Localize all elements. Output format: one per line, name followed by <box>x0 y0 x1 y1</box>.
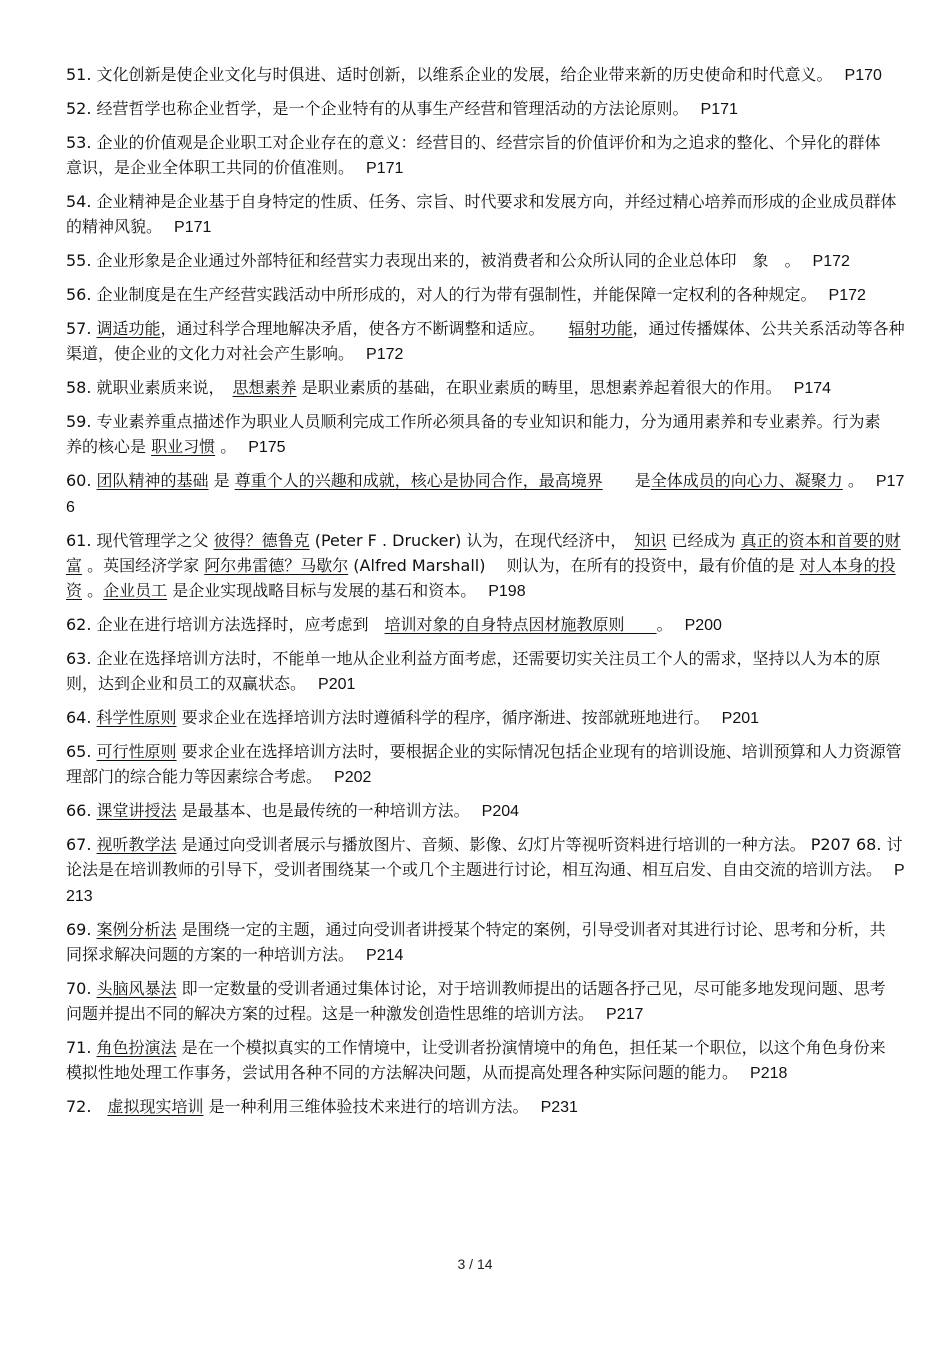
underlined-term: 角色扮演法 <box>96 1038 177 1057</box>
text-segment: 。 <box>656 615 673 634</box>
text-segment: 要求企业在选择培训方法时，要根据企业的实际情况包括企业现有的培训设施、培训预算和人力资源管理部门的综合能力等因素综合考虑。 <box>66 742 902 786</box>
underlined-term: 企业员工 <box>103 581 168 600</box>
underlined-term: 彼得？德鲁克 <box>213 531 310 550</box>
text-segment: 59. 专业素养重点描述作为职业人员顺利完成工作所必须具备的专业知识和能力，分为通用素养和专业素养。行为素 养的核心是 <box>66 412 897 456</box>
text-segment: 72. <box>66 1097 108 1116</box>
underlined-term: 科学性原则 <box>96 708 177 727</box>
text-segment: 是企业实现战略目标与发展的基石和资本。 <box>167 581 477 600</box>
list-item <box>66 739 906 790</box>
page-reference: P172 <box>812 253 850 270</box>
text-segment: 是 <box>602 471 651 490</box>
underlined-term: 调适功能 <box>96 319 161 338</box>
text-segment: 63. 企业在选择培训方法时，不能单一地从企业利益方面考虑，还需要切实关注员工个人的需求，坚持以人为本的原 则，达到企业和员工的双赢状态。 <box>66 649 897 693</box>
text-segment: 61. 现代管理学之父 <box>66 531 214 550</box>
page-reference: P218 <box>750 1065 788 1082</box>
list-item <box>66 646 906 697</box>
list-item <box>66 832 906 909</box>
text-segment: ，通过科学合理地解决矛盾，使各方不断调整和适应。 <box>160 319 569 338</box>
underlined-term: 职业习惯 <box>151 437 216 456</box>
text-segment: 是围绕一定的主题，通过向受训者讲授某个特定的案例，引导受训者对其进行讨论、思考和分析，共 同探求解决问题的方案的一种培训方法。 <box>66 920 902 964</box>
page-reference: P171 <box>174 219 212 236</box>
text-segment: 53. 企业的价值观是企业职工对企业存在的意义：经营目的、经营宗旨的价值评价和为之追求的整化、个异化的群体 意识，是企业全体职工共同的价值准则。 <box>66 133 897 177</box>
list-item <box>66 917 906 968</box>
text-segment: 。英国经济学家 <box>82 556 205 575</box>
page-reference: P175 <box>248 439 286 456</box>
text-segment: 55. 企业形象是企业通过外部特征和经营实力表现出来的，被消费者和公众所认同的企业总体印 象 。 <box>66 251 801 270</box>
underlined-term: 案例分析法 <box>96 920 177 939</box>
underlined-term: 课堂讲授法 <box>96 801 177 820</box>
text-segment: 是 <box>208 471 235 490</box>
page-reference: P202 <box>334 769 372 786</box>
underlined-term: 视听教学法 <box>96 835 177 854</box>
underlined-term: 全体成员的向心力、凝聚力 <box>650 471 843 490</box>
underlined-term: 可行性原则 <box>96 742 177 761</box>
text-segment: 。 <box>215 437 237 456</box>
list-item <box>66 468 906 520</box>
text-segment: 57. <box>66 319 97 338</box>
text-segment: 即一定数量的受训者通过集体讨论，对于培训教师提出的话题各抒己见，尽可能多地发现问题、思考 问题并提出不同的解决方案的过程。这是一种激发创造性思维的培训方法。 <box>66 979 902 1023</box>
list-item <box>66 96 906 122</box>
underlined-term: 辐射功能 <box>568 319 633 338</box>
text-segment: 66. <box>66 801 97 820</box>
text-segment: 56. 企业制度是在生产经营实践活动中所形成的，对人的行为带有强制性，并能保障一定权利的各种规定。 <box>66 285 817 304</box>
page-reference: P198 <box>488 583 526 600</box>
text-segment: 58. 就职业素质来说， <box>66 378 233 397</box>
text-segment: 。 <box>842 471 864 490</box>
page-reference: P231 <box>540 1099 578 1116</box>
page-reference: P213 <box>66 862 905 905</box>
underlined-term: 对人本身的投资 <box>66 556 896 600</box>
page-reference: P176 <box>66 473 905 516</box>
text-segment: 是职业素质的基础，在职业素质的畴里，思想素养起着很大的作用。 <box>296 378 782 397</box>
text-segment: 67. <box>66 835 97 854</box>
list-item <box>66 976 906 1027</box>
text-segment: (Peter F . Drucker) 认为，在现代经济中， <box>309 531 635 550</box>
text-segment: 要求企业在选择培训方法时遵循科学的程序，循序渐进、按部就班地进行。 <box>176 708 710 727</box>
underlined-term: 团队精神的基础 <box>96 471 209 490</box>
underlined-term: 培训对象的自身特点因材施教原则 <box>384 615 657 634</box>
page-reference: P174 <box>793 380 832 397</box>
text-segment: 是一种利用三维体验技术来进行的培训方法。 <box>203 1097 529 1116</box>
list-item <box>66 282 906 308</box>
underlined-term: 尊重个人的兴趣和成就，核心是协同合作，最高境界 <box>234 471 603 490</box>
list-item <box>66 705 906 731</box>
page-reference: P172 <box>366 346 404 363</box>
underlined-term: 阿尔弗雷德？马歇尔 <box>204 556 349 575</box>
text-segment: 71. <box>66 1038 97 1057</box>
underlined-term: 头脑风暴法 <box>96 979 177 998</box>
text-segment: 是最基本、也是最传统的一种培训方法。 <box>176 801 470 820</box>
text-segment: 65. <box>66 742 97 761</box>
page-reference: P217 <box>606 1006 644 1023</box>
list-item <box>66 375 906 401</box>
text-segment: 。 <box>82 581 104 600</box>
list-item <box>66 248 906 274</box>
page-reference: P200 <box>684 617 722 634</box>
page-reference: P171 <box>366 160 404 177</box>
text-segment: 62. 企业在进行培训方法选择时，应考虑到 <box>66 615 385 634</box>
page-reference: P170 <box>844 67 882 84</box>
text-segment: 69. <box>66 920 97 939</box>
page-reference: P201 <box>721 710 760 727</box>
list-item <box>66 798 906 824</box>
text-segment: 54. 企业精神是企业基于自身特定的性质、任务、宗旨、时代要求和发展方向，并经过精心培养而形成的企业成员群体 的精神风貌。 <box>66 192 913 236</box>
list-item <box>66 130 906 181</box>
text-segment: 已经成为 <box>666 531 741 550</box>
underlined-term: 真正的资本和首要的财富 <box>66 531 901 575</box>
list-item <box>66 1094 906 1120</box>
document-body <box>66 62 913 1128</box>
list-item <box>66 189 913 240</box>
list-item <box>66 62 906 88</box>
list-item <box>66 612 906 638</box>
list-item <box>66 1035 906 1086</box>
text-segment: 是在一个模拟真实的工作情境中，让受训者扮演情境中的角色，担任某一个职位，以这个角色身份来 模拟性地处理工作事务，尝试用各种不同的方法解决问题，从而提高处理各种实际问题的能力。 <box>66 1038 902 1082</box>
underlined-term: 知识 <box>634 531 667 550</box>
list-item <box>66 528 906 604</box>
underlined-term: 虚拟现实培训 <box>107 1097 204 1116</box>
page-number: 3 / 14 <box>457 1256 493 1272</box>
text-segment: 是通过向受训者展示与播放图片、音频、影像、幻灯片等视听资料进行培训的一种方法。 P207 68. 讨论法是在培训教师的引导下，受训者围绕某一个或几个主题进行讨论，相互沟通、相互启发、自由交流的培训方法。 <box>66 835 903 879</box>
text-segment: 64. <box>66 708 97 727</box>
text-segment: 51. 文化创新是使企业文化与时俱进、适时创新，以维系企业的发展，给企业带来新的历史使命和时代意义。 <box>66 65 833 84</box>
page-reference: P201 <box>318 676 356 693</box>
text-segment: 70. <box>66 979 97 998</box>
underlined-term: 思想素养 <box>232 378 297 397</box>
page-reference: P204 <box>481 803 520 820</box>
page-reference: P214 <box>366 947 404 964</box>
list-item <box>66 316 906 367</box>
page-reference: P172 <box>828 287 866 304</box>
list-item <box>66 409 906 460</box>
text-segment: (Alfred Marshall) 则认为，在所有的投资中，最有价值的是 <box>348 556 800 575</box>
page-reference: P171 <box>700 101 738 118</box>
text-segment: ，通过传播媒体、公共关系活动等各种渠道，使企业的文化力对社会产生影响。 <box>66 319 905 363</box>
text-segment: 60. <box>66 471 97 490</box>
text-segment: 52. 经营哲学也称企业哲学，是一个企业特有的从事生产经营和管理活动的方法论原则。 <box>66 99 689 118</box>
